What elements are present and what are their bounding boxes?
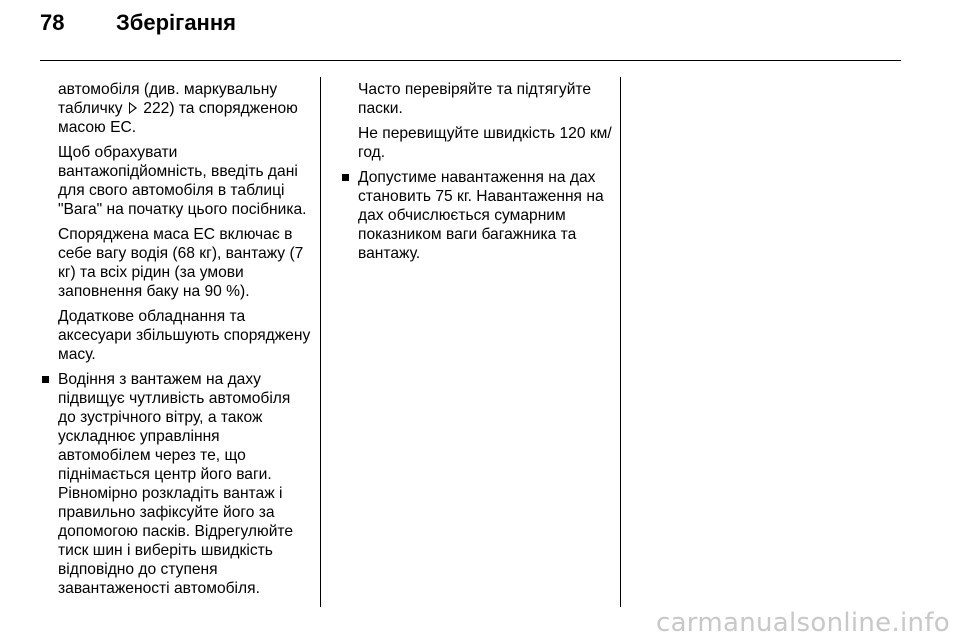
column-1 [40, 80, 312, 604]
column-2 [340, 80, 612, 269]
column-divider-left [320, 77, 321, 607]
page-title: Зберігання [116, 10, 236, 35]
square-bullet-icon [342, 174, 349, 181]
paragraph: Додаткове обладнання та аксесуари збільшують споряджену масу. [58, 308, 311, 363]
paragraph: Споряджена маса ЕС включає в себе вагу водія (68 кг), вантажу (7 кг) та всіх рідин (за умови заповнення баку на 90 %). [58, 226, 304, 300]
bullet-text: Допустиме навантаження на дах становить 75 кг. Навантаження на дах обчислюється сумарним показником ваги багажника та вантажу. [358, 169, 604, 262]
bullet-text: Водіння з вантажем на даху підвищує чутливість автомобіля до зустрічного вітру, а також ускладнює управління автомобілем через те, що піднімається центр його ваги. Рівномірно розкладіть вантаж і правильно зафіксуйте його за допомогою пасків. Відрегулюйте тиск шин і виберіть швидкість відповідно до ступеня завантаженості автомобіля. [58, 371, 294, 597]
paragraph: Не перевищуйте швидкість 120 км/год. [358, 125, 612, 161]
paragraph: Часто перевіряйте та підтягуйте паски. [358, 81, 592, 117]
header-divider [40, 60, 901, 61]
column-divider-right [620, 77, 621, 607]
page-number: 78 [40, 10, 65, 35]
paragraph-text: автомобіля (див. маркувальну табличку [58, 81, 278, 117]
page-reference-icon [129, 102, 137, 114]
paragraph-text: 222) та спорядженою масою ЕС. [58, 100, 298, 136]
bullet-item [40, 370, 312, 598]
paragraph [40, 80, 312, 137]
watermark: carmanualsonline.info [655, 608, 950, 638]
paragraph: Щоб обрахувати вантажопідйомність, введіть дані для свого автомобіля в таблиці "Вага" на початку цього посібника. [58, 144, 307, 218]
square-bullet-icon [42, 376, 49, 383]
bullet-item [340, 168, 612, 263]
